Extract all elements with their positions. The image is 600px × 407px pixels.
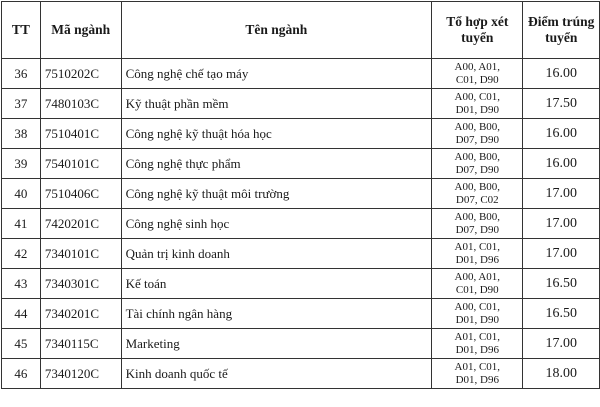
cell-ten-nganh: Tài chính ngân hàng xyxy=(121,299,432,329)
cell-tt: 42 xyxy=(2,239,41,269)
table-row xyxy=(2,329,600,359)
table-row xyxy=(2,209,600,239)
cell-diem: 16.00 xyxy=(523,59,600,89)
to-hop-line-2: D01, D96 xyxy=(455,373,499,386)
table-row xyxy=(2,299,600,329)
cell-ten-nganh: Marketing xyxy=(121,329,432,359)
cell-ten-nganh: Kế toán xyxy=(121,269,432,299)
to-hop-line-2: D01, D96 xyxy=(455,343,499,356)
to-hop-line-1: A00, C01, xyxy=(454,301,501,314)
cell-ten-nganh: Công nghệ sinh học xyxy=(121,209,432,239)
cell-ten-nganh: Công nghệ kỹ thuật môi trường xyxy=(121,179,432,209)
cell-tt: 37 xyxy=(2,89,41,119)
admission-score-table xyxy=(1,1,600,389)
to-hop-line-1: A00, B00, xyxy=(454,151,501,164)
cell-tt: 46 xyxy=(2,359,41,389)
cell-ten-nganh: Công nghệ thực phẩm xyxy=(121,149,432,179)
cell-to-hop xyxy=(432,209,523,239)
to-hop-line-2: C01, D90 xyxy=(455,283,499,296)
table-row xyxy=(2,59,600,89)
to-hop-line-1: A01, C01, xyxy=(454,241,501,254)
header-to-hop: Tổ hợp xét tuyển xyxy=(432,2,523,59)
table-row xyxy=(2,359,600,389)
cell-diem: 17.00 xyxy=(523,179,600,209)
cell-tt: 36 xyxy=(2,59,41,89)
to-hop-line-2: D07, D90 xyxy=(455,133,499,146)
cell-tt: 39 xyxy=(2,149,41,179)
table-header-row xyxy=(2,2,600,59)
to-hop-line-2: D01, D96 xyxy=(455,253,499,266)
header-diem: Điểm trúng tuyển xyxy=(523,2,600,59)
cell-ma-nganh: 7340120C xyxy=(40,359,121,389)
cell-to-hop xyxy=(432,89,523,119)
cell-to-hop xyxy=(432,149,523,179)
to-hop-line-1: A00, B00, xyxy=(454,181,501,194)
cell-to-hop xyxy=(432,329,523,359)
to-hop-line-2: C01, D90 xyxy=(455,73,499,86)
to-hop-line-1: A00, A01, xyxy=(454,271,501,284)
to-hop-line-1: A00, A01, xyxy=(454,61,501,74)
cell-ten-nganh: Công nghệ chế tạo máy xyxy=(121,59,432,89)
to-hop-line-1: A00, B00, xyxy=(454,121,501,134)
cell-ma-nganh: 7510401C xyxy=(40,119,121,149)
cell-to-hop xyxy=(432,59,523,89)
cell-ma-nganh: 7340301C xyxy=(40,269,121,299)
to-hop-line-1: A01, C01, xyxy=(454,331,501,344)
to-hop-line-1: A01, C01, xyxy=(454,361,501,374)
to-hop-line-2: D01, D90 xyxy=(455,103,499,116)
cell-ma-nganh: 7340201C xyxy=(40,299,121,329)
cell-to-hop xyxy=(432,179,523,209)
to-hop-line-2: D07, C02 xyxy=(455,193,499,206)
cell-ten-nganh: Kỹ thuật phần mềm xyxy=(121,89,432,119)
cell-diem: 17.00 xyxy=(523,209,600,239)
cell-tt: 43 xyxy=(2,269,41,299)
cell-ma-nganh: 7510202C xyxy=(40,59,121,89)
table-row xyxy=(2,239,600,269)
cell-to-hop xyxy=(432,269,523,299)
cell-to-hop xyxy=(432,239,523,269)
to-hop-line-2: D07, D90 xyxy=(455,163,499,176)
to-hop-line-1: A00, B00, xyxy=(454,211,501,224)
cell-diem: 17.50 xyxy=(523,89,600,119)
table-row xyxy=(2,149,600,179)
cell-to-hop xyxy=(432,299,523,329)
header-ma-nganh: Mã ngành xyxy=(40,2,121,59)
cell-diem: 16.00 xyxy=(523,119,600,149)
cell-tt: 40 xyxy=(2,179,41,209)
table-row xyxy=(2,89,600,119)
cell-to-hop xyxy=(432,359,523,389)
cell-diem: 18.00 xyxy=(523,359,600,389)
cell-tt: 41 xyxy=(2,209,41,239)
header-ten-nganh: Tên ngành xyxy=(121,2,432,59)
cell-tt: 45 xyxy=(2,329,41,359)
cell-ten-nganh: Kinh doanh quốc tế xyxy=(121,359,432,389)
table-row xyxy=(2,179,600,209)
to-hop-line-2: D01, D90 xyxy=(455,313,499,326)
cell-ma-nganh: 7510406C xyxy=(40,179,121,209)
cell-diem: 16.00 xyxy=(523,149,600,179)
cell-ma-nganh: 7420201C xyxy=(40,209,121,239)
table-row xyxy=(2,119,600,149)
cell-tt: 38 xyxy=(2,119,41,149)
cell-ma-nganh: 7540101C xyxy=(40,149,121,179)
cell-ten-nganh: Công nghệ kỹ thuật hóa học xyxy=(121,119,432,149)
cell-diem: 17.00 xyxy=(523,239,600,269)
table-row xyxy=(2,269,600,299)
to-hop-line-1: A00, C01, xyxy=(454,91,501,104)
to-hop-line-2: D07, D90 xyxy=(455,223,499,236)
cell-ten-nganh: Quản trị kinh doanh xyxy=(121,239,432,269)
cell-ma-nganh: 7340101C xyxy=(40,239,121,269)
cell-diem: 16.50 xyxy=(523,299,600,329)
cell-diem: 17.00 xyxy=(523,329,600,359)
cell-ma-nganh: 7480103C xyxy=(40,89,121,119)
cell-diem: 16.50 xyxy=(523,269,600,299)
header-tt: TT xyxy=(2,2,41,59)
cell-to-hop xyxy=(432,119,523,149)
cell-ma-nganh: 7340115C xyxy=(40,329,121,359)
cell-tt: 44 xyxy=(2,299,41,329)
